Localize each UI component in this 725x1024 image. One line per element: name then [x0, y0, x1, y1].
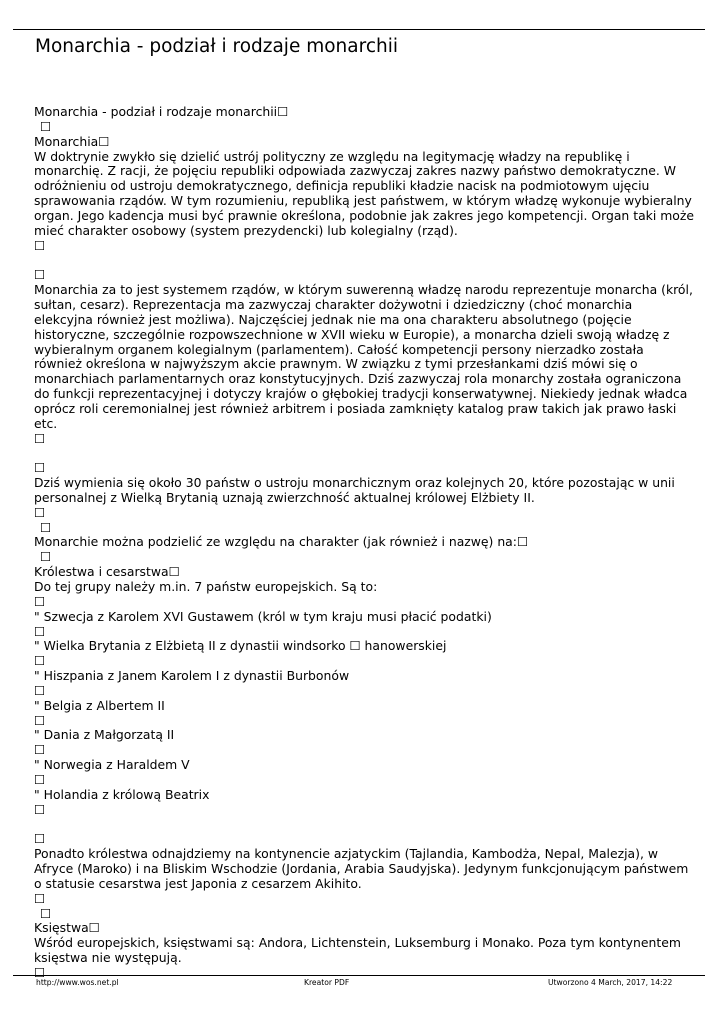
paragraph: Ponadto królestwa odnajdziemy na kontynencie azjatyckim (Tajlandia, Kambodża, Nepal, Malezja), w Afryce (Maroko) i na Bliskim Wschodzie (Jordania, Arabia Saudyjska). Jedynym funkcjonującym państwem o statusie cesarstwa jest Japonia z cesarzem Akihito. [34, 846, 689, 891]
footer-generator: Kreator PDF [304, 978, 350, 987]
placeholder-glyph: ☐ [34, 712, 46, 728]
placeholder-glyph: ☐ [34, 964, 46, 980]
section-heading: Księstwa☐ [34, 920, 100, 936]
placeholder-glyph: ☐ [34, 430, 46, 446]
list-item: " Szwecja z Karolem XVI Gustawem (król w tym kraju musi płacić podatki) [34, 608, 492, 624]
placeholder-glyph: ☐ [34, 267, 46, 283]
placeholder-glyph: ☐ [34, 504, 46, 520]
list-item: " Wielka Brytania z Elżbietą II z dynastii windsorko ☐ hanowerskiej [34, 638, 447, 654]
placeholder-glyph: ☐ [34, 890, 46, 906]
list-item: " Belgia z Albertem II [34, 697, 165, 713]
paragraph: Monarchia za to jest systemem rządów, w którym suwerenną władzę narodu reprezentuje monarcha (król, sułtan, cesarz). Reprezentacja ma zazwyczaj charakter dożywotni i dziedziczny (choć monarchia elekcyjna również jest możliwa). Najczęściej jednak nie ma ona charakteru absolutnego (pojęcie historyczne, szczególnie rozpowszechnione w XVII wieku w Europie), a monarcha dzieli swoją władzę z wybieralnym organem kolegialnym (parlamentem). Całość kompetencji persony nierzadko została również określona w najwyższym akcie prawnym. W związku z tymi przesłankami dziś mówi się o monarchiach parlamentarnych oraz konstytucyjnych. Dziś zazwyczaj rola monarchy została ograniczona do funkcji reprezentacyjnej i dotyczy krajów o głębokiej tradycji konserwatywnej. Niekiedy jednak władca oprócz roli ceremonialnej jest również arbitrem i posiada zamknięty katalog praw takich jak prawo łaski etc. [34, 282, 693, 431]
placeholder-glyph: ☐ [34, 653, 46, 669]
list-item: " Norwegia z Haraldem V [34, 757, 190, 773]
placeholder-glyph: ☐ [34, 682, 46, 698]
placeholder-glyph: ☐ [34, 831, 46, 847]
placeholder-glyph: ☐ [34, 237, 46, 253]
footer-rule [13, 975, 705, 976]
section-heading: Monarchia☐ [34, 133, 110, 149]
text-line: Do tej grupy należy m.in. 7 państw europejskich. Są to: [34, 579, 378, 594]
placeholder-glyph: ☐ [40, 549, 52, 565]
spacer [34, 446, 694, 461]
list-item: " Hiszpania z Janem Karolem I z dynastii Burbonów [34, 668, 350, 684]
paragraph: W doktrynie zwykło się dzielić ustrój polityczny ze względu na legitymację władzy na republikę i monarchię. Z racji, że pojęciu republiki odpowiada zazwyczaj zakres nazwy państwo demokratyczne. W odróżnieniu od ustroju demokratycznego, definicja republiki kładzie nacisk na podmiotowym ujęciu sprawowania rządów. W tym rozumieniu, republiką jest państwem, w którym władzę wykonuje wybieralny organ. Jego kadencja musi być prawnie określona, podobnie jak zakres jego kompetencji. Organ taki może mieć charakter osobowy (system prezydencki) lub kolegialny (rząd). [34, 148, 695, 238]
list-item: " Dania z Małgorzatą II [34, 727, 175, 743]
document-body [34, 105, 694, 981]
paragraph: Wśród europejskich, księstwami są: Andora, Lichtenstein, Luksemburg i Monako. Poza tym kontynentem księstwa nie występują. [34, 935, 681, 966]
placeholder-glyph: ☐ [34, 742, 46, 758]
placeholder-glyph: ☐ [40, 118, 52, 134]
text-line: Monarchia - podział i rodzaje monarchii☐ [34, 104, 289, 119]
page-title: Monarchia - podział i rodzaje monarchii [35, 36, 398, 57]
header-rule [13, 29, 705, 30]
placeholder-glyph: ☐ [34, 623, 46, 639]
paragraph: Dziś wymienia się około 30 państw o ustroju monarchicznym oraz kolejnych 20, które pozostając w unii personalnej z Wielką Brytanią uznają zwierzchność aktualnej królowej Elżbiety II. [34, 475, 675, 505]
placeholder-glyph: ☐ [34, 801, 46, 817]
section-heading: Królestwa i cesarstwa☐ [34, 564, 180, 580]
placeholder-glyph: ☐ [34, 771, 46, 787]
footer-timestamp: Utworzono 4 March, 2017, 14:22 [548, 978, 673, 987]
placeholder-glyph: ☐ [40, 519, 52, 535]
spacer [34, 253, 694, 268]
spacer [34, 818, 694, 833]
placeholder-glyph: ☐ [40, 905, 52, 921]
placeholder-glyph: ☐ [34, 593, 46, 609]
list-item: " Holandia z królową Beatrix [34, 786, 210, 802]
text-line: Monarchie można podzielić ze względu na charakter (jak również i nazwę) na:☐ [34, 534, 529, 550]
footer-url: http://www.wos.net.pl [36, 978, 119, 987]
placeholder-glyph: ☐ [34, 460, 46, 476]
